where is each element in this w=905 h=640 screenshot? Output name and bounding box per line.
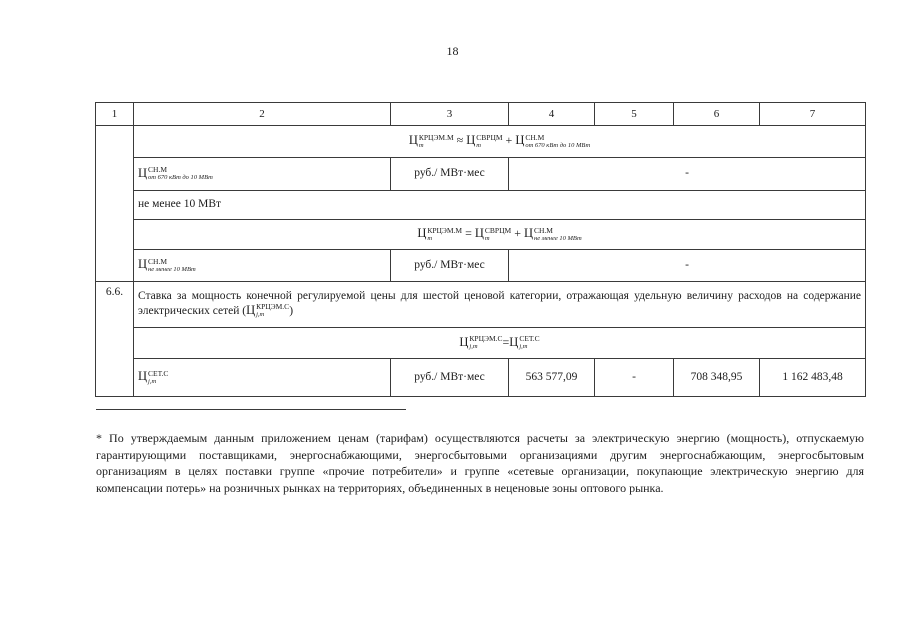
unit-cell: руб./ МВт·мес bbox=[391, 158, 509, 191]
formula-cell: Ц КРЦЭМ.М m ≈ Ц СВРЦМ m + Ц СН.М от 670 кВт до 10 МВт bbox=[134, 126, 866, 158]
empty-number-cell bbox=[96, 126, 134, 282]
unit-cell: руб./ МВт·мес bbox=[391, 250, 509, 282]
table-header-row bbox=[96, 103, 866, 126]
formula-cell: Ц КРЦЭМ.С j,m =Ц СЕТ.С j,m bbox=[134, 328, 866, 359]
value-cell: 708 348,95 bbox=[674, 359, 760, 397]
value-cell: - bbox=[509, 158, 866, 191]
header-cell: 5 bbox=[595, 103, 674, 126]
formula-row bbox=[96, 220, 866, 250]
table-row bbox=[96, 250, 866, 282]
symbol-cell: Ц СН.М от 670 кВт до 10 МВт bbox=[134, 158, 391, 191]
header-cell: 7 bbox=[760, 103, 866, 126]
subheading-cell: не менее 10 МВт bbox=[134, 191, 866, 220]
item-row bbox=[96, 282, 866, 328]
symbol-cell: Ц СЕТ.С j,m bbox=[134, 359, 391, 397]
value-cell: - bbox=[595, 359, 674, 397]
formula-row bbox=[96, 126, 866, 158]
subheading-row bbox=[96, 191, 866, 220]
value-cell: - bbox=[509, 250, 866, 282]
header-cell: 4 bbox=[509, 103, 595, 126]
item-description: Ставка за мощность конечной регулируемой цены для шестой ценовой категории, отражающая удельную величину расходов на содержание электрических сетей (Ц КРЦЭМ.С j,m ) bbox=[134, 282, 866, 328]
page-number: 18 bbox=[446, 44, 459, 58]
header-cell: 6 bbox=[674, 103, 760, 126]
table-row bbox=[96, 158, 866, 191]
symbol-cell: Ц СН.М не менее 10 МВт bbox=[134, 250, 391, 282]
item-number: 6.6. bbox=[96, 282, 134, 397]
header-cell: 3 bbox=[391, 103, 509, 126]
unit-cell: руб./ МВт·мес bbox=[391, 359, 509, 397]
footnote-divider bbox=[96, 409, 406, 410]
formula-row bbox=[96, 328, 866, 359]
value-cell: 563 577,09 bbox=[509, 359, 595, 397]
formula-cell: Ц КРЦЭМ.М m = Ц СВРЦМ m + Ц СН.М не менее 10 МВт bbox=[134, 220, 866, 250]
header-cell: 1 bbox=[96, 103, 134, 126]
table-row bbox=[96, 359, 866, 397]
tariff-table bbox=[95, 102, 866, 397]
header-cell: 2 bbox=[134, 103, 391, 126]
value-cell: 1 162 483,48 bbox=[760, 359, 866, 397]
footnote: * По утверждаемым данным приложением ценам (тарифам) осуществляются расчеты за электрическую энергию (мощность), отпускаемую гарантирующими поставщиками, энергоснабжающими, энергосбытовыми организациями другим энергоснабжающим, энергосбытовым организациям в целях поставки группе «прочие потребители» и группе «сетевые организации, покупающие электрическую энергию для компенсации потерь» на розничных рынках на территориях, объединенных в неценовые зоны оптового рынка. bbox=[96, 431, 864, 495]
